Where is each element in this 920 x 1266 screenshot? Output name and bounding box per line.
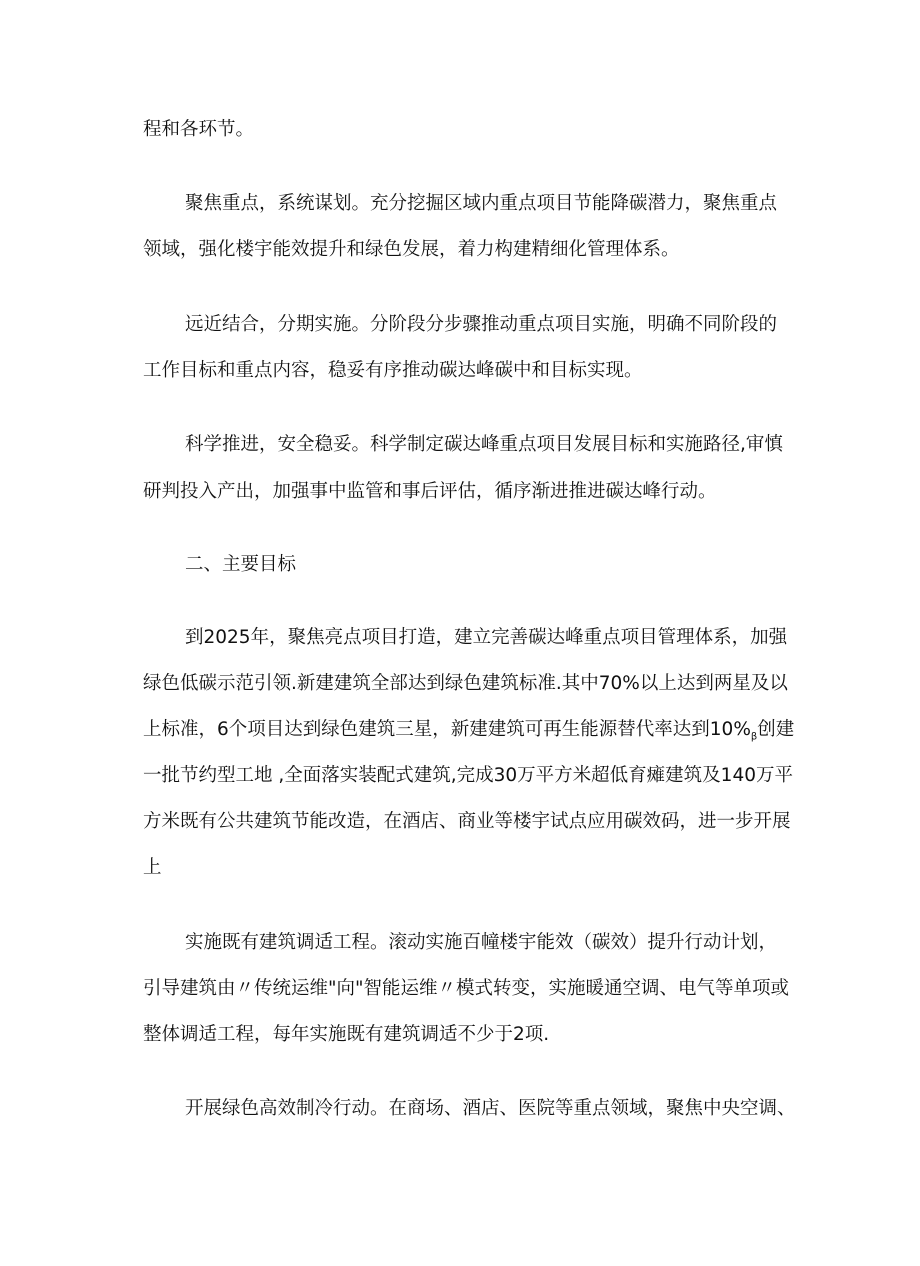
paragraph-line: 研判投入产出，加强事中监管和事后评估，循序渐进推进碳达峰行动。 bbox=[143, 481, 717, 502]
paragraph-line: 科学推进，安全稳妥。科学制定碳达峰重点项目发展目标和实施路径,审慎 bbox=[185, 434, 783, 455]
paragraph-line: 远近结合，分期实施。分阶段分步骤推动重点项目实施，明确不同阶段的 bbox=[185, 314, 778, 335]
paragraph-line: 上 bbox=[143, 857, 162, 878]
paragraph-line: 绿色低碳示范引领.新建建筑全部达到绿色建筑标准.其中70%以上达到两星及以 bbox=[143, 673, 788, 694]
paragraph-line: 到2025年，聚焦亮点项目打造，建立完善碳达峰重点项目管理体系，加强 bbox=[185, 627, 788, 648]
paragraph-line: 方米既有公共建筑节能改造，在酒店、商业等楼宇试点应用碳效码，进一步开展 bbox=[143, 811, 791, 832]
paragraph-line: 聚焦重点，系统谋划。充分挖掘区域内重点项目节能降碳潜力，聚焦重点 bbox=[185, 193, 778, 214]
paragraph-line: 整体调适工程，每年实施既有建筑调适不少于2项. bbox=[143, 1024, 550, 1045]
paragraph-line: 实施既有建筑调适工程。滚动实施百幢楼宇能效（碳效）提升行动计划， bbox=[185, 932, 778, 953]
paragraph-line: 开展绿色高效制冷行动。在商场、酒店、医院等重点领域，聚焦中央空调、 bbox=[185, 1098, 796, 1119]
paragraph-line: 引导建筑由〃传统运维"向"智能运维〃模式转变，实施暖通空调、电气等单项或 bbox=[143, 978, 790, 999]
subscript-glyph: β bbox=[750, 731, 758, 743]
paragraph-line: 领域，强化楼宇能效提升和绿色发展，着力构建精细化管理体系。 bbox=[143, 239, 680, 260]
paragraph-line bbox=[143, 718, 795, 743]
line-text: 创建 bbox=[757, 719, 795, 740]
paragraph-line: 程和各环节。 bbox=[143, 119, 255, 140]
paragraph-line: 工作目标和重点内容，稳妥有序推动碳达峰碳中和目标实现。 bbox=[143, 360, 643, 381]
paragraph-line: 一批节约型工地 ,全面落实装配式建筑,完成30万平方米超低育瘫建筑及140万平 bbox=[143, 765, 793, 786]
line-text: 上标准，6个项目达到绿色建筑三星，新建建筑可再生能源替代率达到10% bbox=[143, 719, 751, 740]
section-heading: 二、主要目标 bbox=[185, 554, 297, 575]
